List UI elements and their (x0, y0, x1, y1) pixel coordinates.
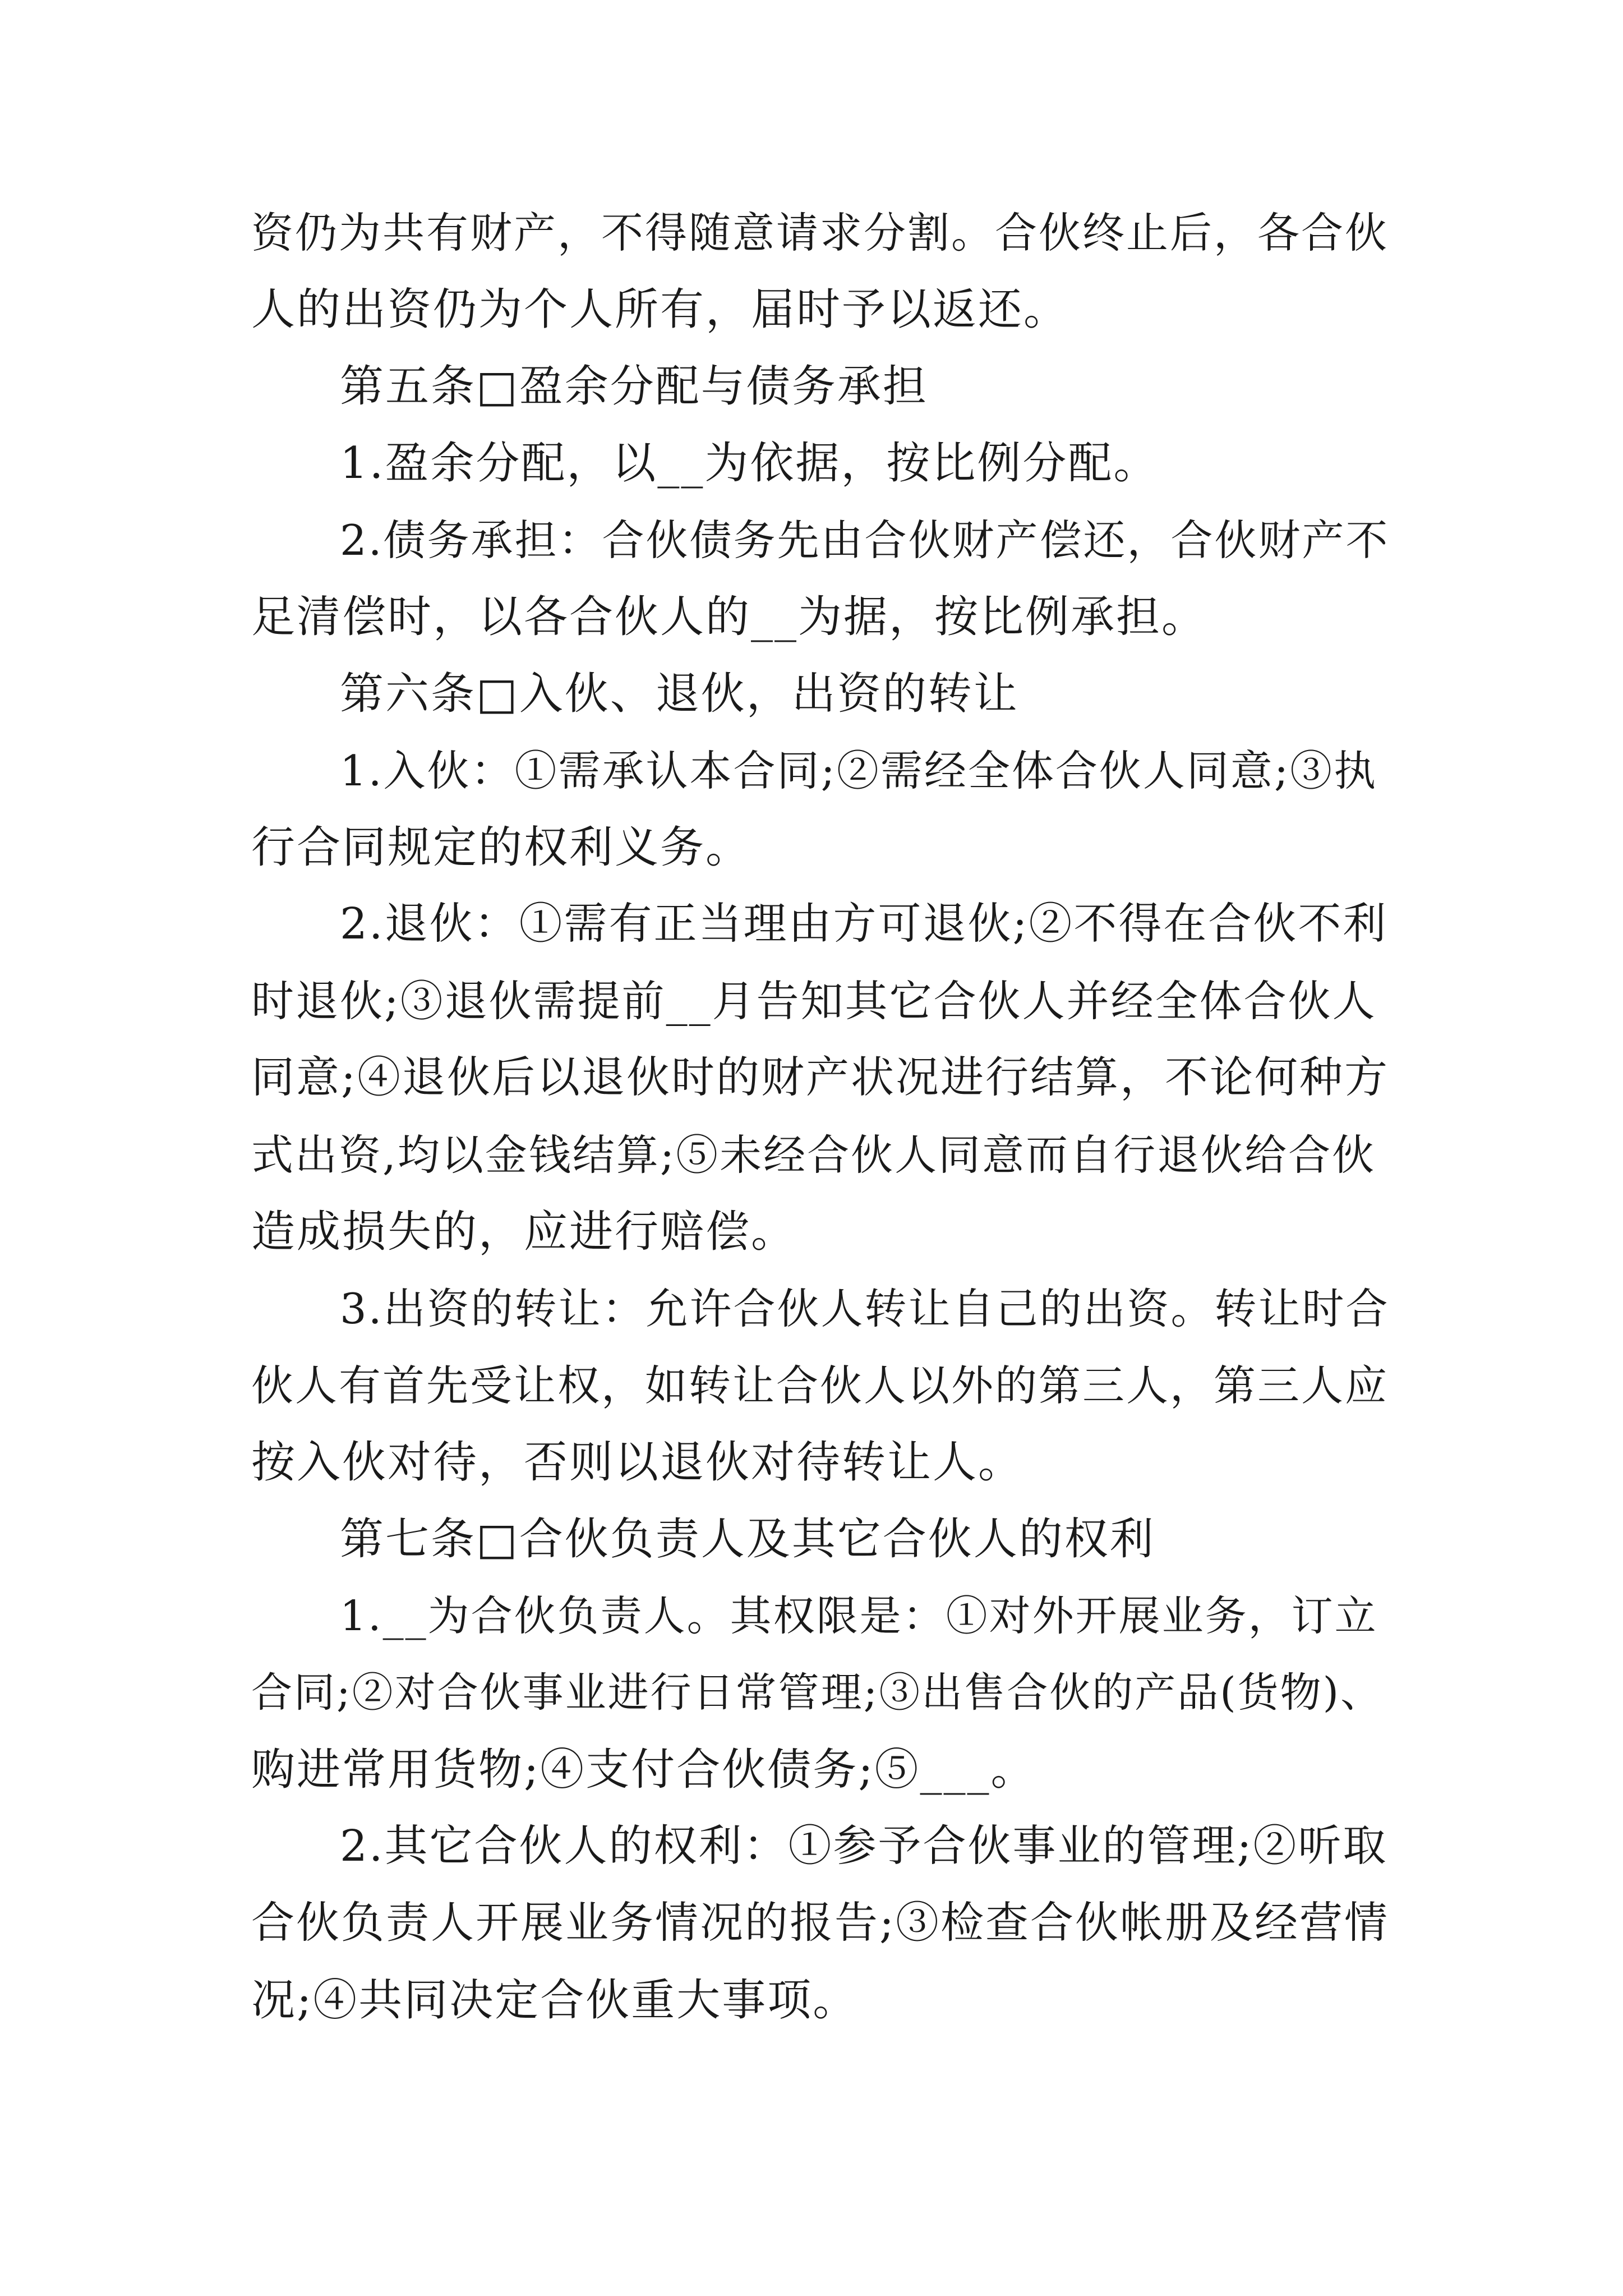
text-line: 合伙负责人开展业务情况的报告;③检查合伙帐册及经营情 (251, 1898, 1389, 1948)
text-line: 伙人有首先受让权，如转让合伙人以外的第三人，第三人应 (251, 1361, 1389, 1410)
text-line: 1.__为合伙负责人。其权限是：①对外开展业务，订立 (340, 1592, 1378, 1640)
text-line: 1.盈余分配，以__为依据，按比例分配。 (340, 438, 1159, 489)
text-line: 2.其它合伙人的权利：①参予合伙事业的管理;②听取 (340, 1821, 1388, 1871)
text-line: 式出资,均以金钱结算;⑤未经合伙人同意而自行退伙给合伙 (251, 1130, 1376, 1180)
text-line: 2.退伙：①需有正当理由方可退伙;②不得在合伙不利 (340, 899, 1388, 949)
text-line: 3.出资的转让：允许合伙人转让自己的出资。转让时合 (340, 1284, 1390, 1333)
text-line: 造成损失的，应进行赔偿。 (251, 1207, 797, 1257)
text-line: 时退伙;③退伙需提前__月告知其它合伙人并经全体合伙人 (251, 976, 1377, 1026)
text-line: 1.入伙：①需承认本合同;②需经全体合伙人同意;③执 (340, 746, 1378, 795)
text-line: 足清偿时，以各合伙人的__为据，按比例承担。 (251, 592, 1207, 642)
article-heading: 第六条□入伙、退伙，出资的转让 (340, 669, 1019, 719)
text-line: 合同;②对合伙事业进行日常管理;③出售合伙的产品(货物)、 (251, 1669, 1384, 1717)
article-heading: 第五条□盈余分配与债务承担 (340, 361, 928, 412)
text-line: 资仍为共有财产，不得随意请求分割。合伙终止后，各合伙 (251, 208, 1389, 257)
text-line: 购进常用货物;④支付合伙债务;⑤___。 (251, 1745, 1036, 1795)
text-line: 2.债务承担：合伙债务先由合伙财产偿还，合伙财产不 (340, 516, 1390, 565)
article-heading: 第七条□合伙负责人及其它合伙人的权利 (340, 1514, 1155, 1565)
text-line: 按入伙对待，否则以退伙对待转让人。 (251, 1437, 1024, 1488)
text-line: 况;④共同决定合伙重大事项。 (251, 1975, 859, 2026)
text-line: 行合同规定的权利义务。 (251, 822, 751, 873)
text-line: 同意;④退伙后以退伙时的财产状况进行结算，不论何种方 (251, 1053, 1389, 1103)
text-line: 人的出资仍为个人所有，届时予以返还。 (251, 284, 1069, 335)
